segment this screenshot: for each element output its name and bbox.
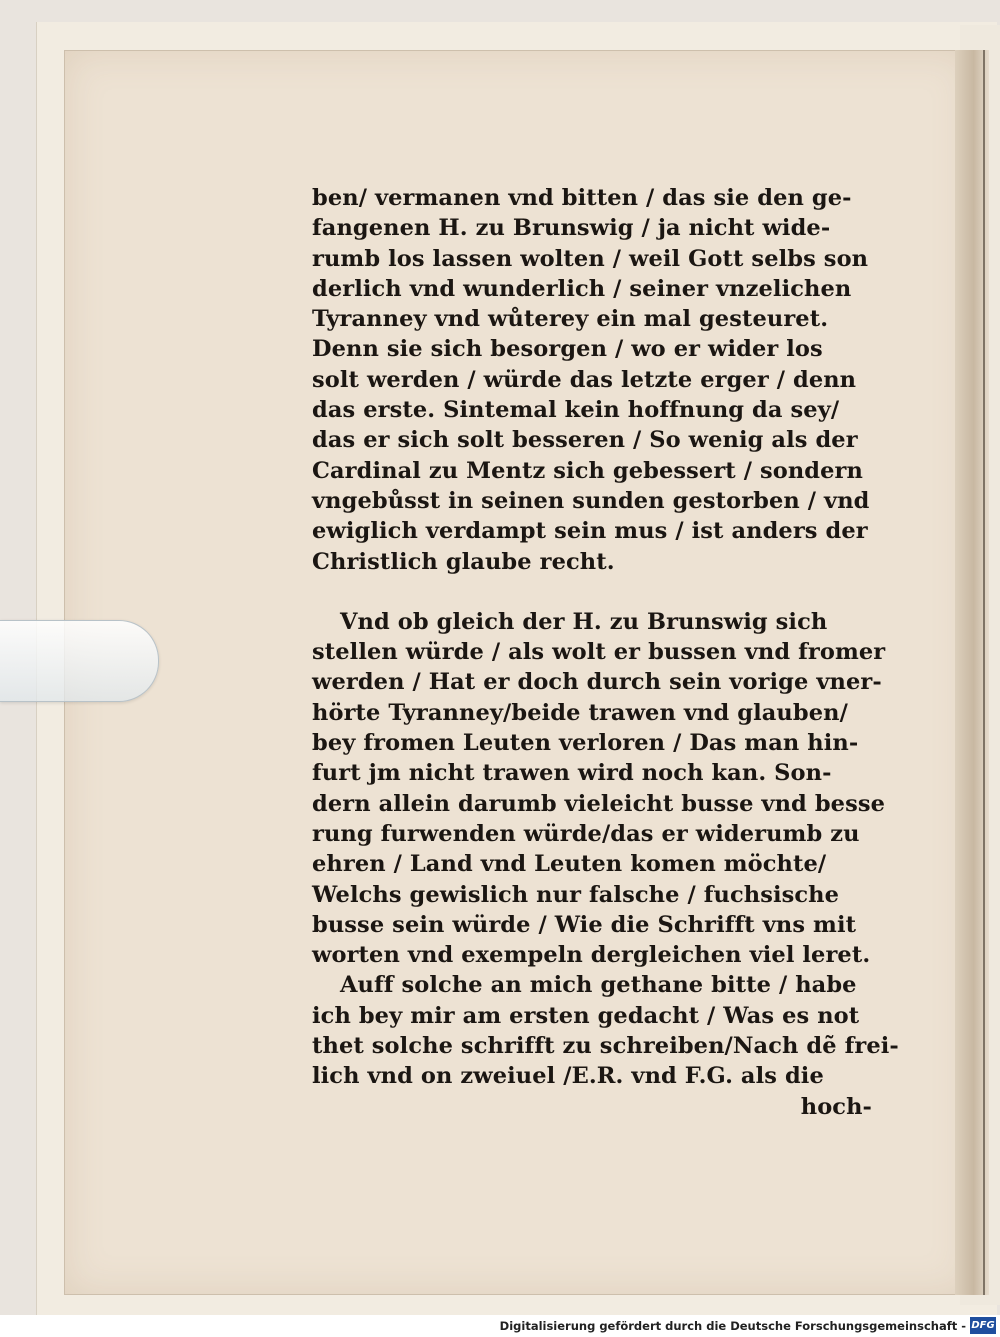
text-line: rumb los lassen wolten / weil Gott selbs son [312,245,869,272]
text-line: hörte Tyranney/beide trawen vnd glauben/ [312,699,848,726]
catchword: hoch- [800,1093,872,1120]
text-line: Welchs gewislich nur falsche / fuchsische [312,881,840,908]
text-line: ewiglich verdampt sein mus / ist anders der [312,518,868,545]
text-line: lich vnd on zweiuel /E.R. vnd F.G. als die [312,1063,824,1090]
text-line: stellen würde / als wolt er bussen vnd fromer [312,639,886,666]
paragraph-2 [312,607,892,971]
page-text [312,183,899,1122]
text-line: rung furwenden würde/das er widerumb zu [312,820,860,847]
text-line: fangenen H. zu Brunswig / ja nicht wide- [312,215,831,242]
plastic-bookmark-clip [0,620,159,702]
footer-bar [0,1315,1000,1337]
text-line: Vnd ob gleich der H. zu Brunswig sich [340,608,828,635]
text-line: bey fromen Leuten verloren / Das man hin- [312,730,859,757]
footer-credit: Digitalisierung gefördert durch die Deutsche Forschungsgemeinschaft - [499,1319,966,1333]
text-line: vngebůsst in seinen sunden gestorben / vnd [312,487,870,514]
text-line: Tyranney vnd wůterey ein mal gesteuret. [312,306,829,333]
text-line: das er sich solt besseren / So wenig als der [312,427,858,454]
text-line: Auff solche an mich gethane bitte / habe [340,972,857,999]
dfg-logo: DFG [970,1317,996,1334]
text-line: worten vnd exempeln dergleichen viel leret. [312,942,871,969]
paragraph-gap [312,577,892,607]
text-line: Cardinal zu Mentz sich gebessert / sondern [312,457,863,484]
paragraph-3 [312,970,899,1091]
book-spine [983,50,985,1295]
text-line: Denn sie sich besorgen / wo er wider los [312,336,823,363]
text-line: ich bey mir am ersten gedacht / Was es not [312,1002,860,1029]
text-line: ben/ vermanen vnd bitten / das sie den ge- [312,185,852,211]
text-line: das erste. Sintemal kein hoffnung da sey/ [312,397,840,424]
text-line: thet solche schrifft zu schreiben/Nach dẽ frei- [312,1033,899,1060]
text-line: furt jm nicht trawen wird noch kan. Son- [312,760,832,787]
text-line: busse sein würde / Wie die Schrifft vns mit [312,911,857,938]
text-line: ehren / Land vnd Leuten komen möchte/ [312,851,827,878]
text-line: derlich vnd wunderlich / seiner vnzelichen [312,275,852,302]
text-line: dern allein darumb vieleicht busse vnd besse [312,790,886,817]
text-line: Christlich glaube recht. [312,548,615,575]
text-line: solt werden / würde das letzte erger / denn [312,366,857,393]
paragraph-1 [312,183,892,577]
text-line: werden / Hat er doch durch sein vorige vner- [312,669,882,696]
